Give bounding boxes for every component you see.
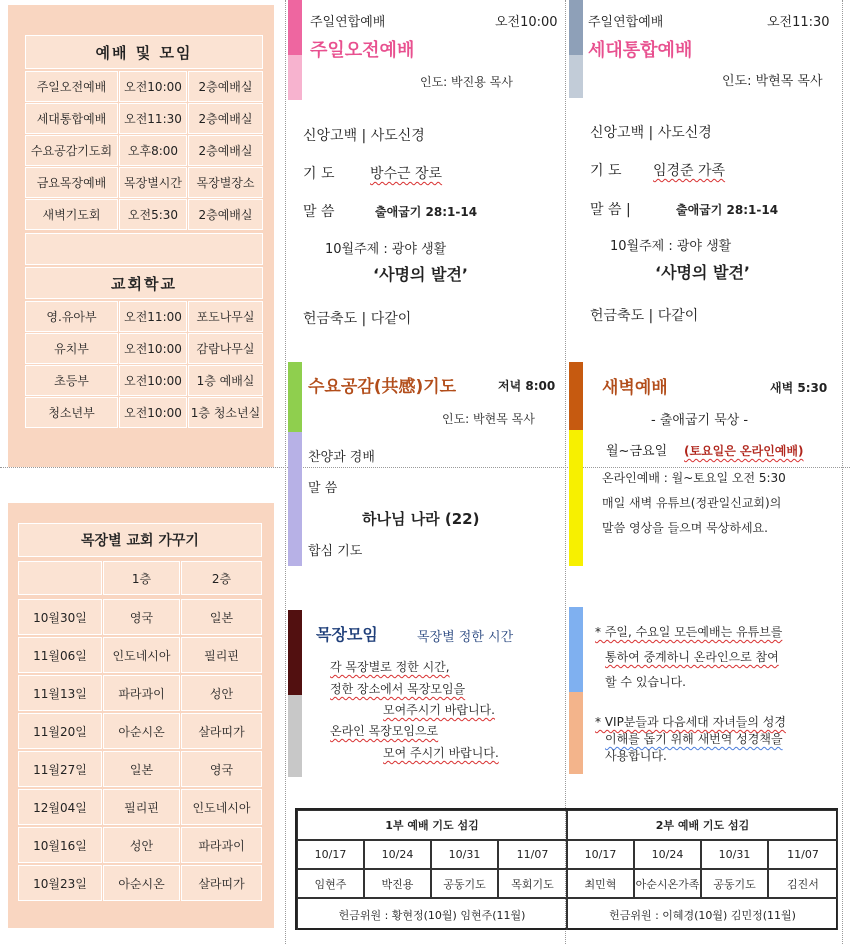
floor2-header: 2층 (181, 561, 262, 595)
maroon-bar (288, 610, 302, 695)
decoration-floor1: 인도네시아 (103, 637, 180, 673)
yellow-bar (569, 430, 583, 566)
prayer-name: 최민혁 (567, 869, 634, 898)
decoration-floor2: 영국 (181, 751, 262, 787)
cell-meeting-title: 목장모임 (316, 625, 378, 644)
wednesday-word-label: 말 씀 (308, 481, 338, 496)
schedule-place: 2층예배실 (188, 71, 263, 102)
green-bar (288, 362, 302, 432)
school-place: 1층 청소년실 (188, 397, 263, 428)
floor1-header: 1층 (103, 561, 180, 595)
schedule-time: 목장별시간 (119, 167, 187, 198)
guide-line (842, 0, 843, 944)
decoration-header: 목장별 교회 가꾸기 (18, 523, 262, 557)
gray-bar (288, 695, 302, 777)
notice-2-line-1: * VIP분들과 다음세대 자녀들의 성경 (595, 715, 786, 729)
wednesday-closing: 합심 기도 (308, 544, 363, 559)
decoration-blank-cell (18, 561, 102, 595)
notice-2-line-2: 이해를 돕기 위해 새번역 성경책을 (605, 732, 783, 746)
decoration-floor1: 성안 (103, 827, 180, 863)
decoration-floor1: 아순시온 (103, 713, 180, 749)
prayer-date: 11/07 (498, 840, 567, 869)
slate-bar-light (569, 55, 583, 98)
guide-line (285, 0, 286, 944)
slate-bar (569, 0, 583, 55)
sunday-am-offering: 헌금축도 | 다같이 (303, 311, 412, 327)
worship-schedule-panel (8, 5, 274, 467)
sunday-am-word: 출애굽기 28:1-14 (375, 205, 478, 219)
treasurer-1: 헌금위원 : 황현정(10월) 임현주(11월) (297, 898, 567, 930)
notice-1-line-1: * 주일, 수요일 모든예배는 유튜브를 (595, 625, 783, 639)
decoration-floor1: 필리핀 (103, 789, 180, 825)
sunday-am-prayer: 방수근 장로 (370, 166, 443, 182)
decoration-date: 10월30일 (18, 599, 102, 635)
notice-1-line-3: 할 수 있습니다. (605, 675, 686, 689)
wednesday-leader: 인도: 박현목 목사 (442, 412, 535, 426)
decoration-date: 11월13일 (18, 675, 102, 711)
prayer-name: 임현주 (297, 869, 364, 898)
part1-header: 1부 예배 기도 섬김 (297, 810, 567, 840)
sunday-am-label: 주일연합예배 (310, 15, 386, 30)
pink-bar (288, 0, 302, 55)
wednesday-time: 저녁 8:00 (498, 379, 556, 393)
sunday-gen-prayer-label: 기 도 (590, 163, 622, 179)
sunday-am-title: 주일오전예배 (310, 40, 415, 61)
prayer-name: 공동기도 (701, 869, 768, 898)
notice-1-line-2: 통하여 중계하니 온라인으로 참여 (605, 650, 779, 664)
decoration-date: 10월16일 (18, 827, 102, 863)
school-place: 감람나무실 (188, 333, 263, 364)
school-time: 오전10:00 (119, 397, 187, 428)
prayer-date: 10/17 (567, 840, 634, 869)
decoration-floor1: 아순시온 (103, 865, 180, 901)
sunday-am-sermon: ‘사명의 발견’ (373, 265, 469, 284)
sunday-gen-title: 세대통합예배 (588, 40, 693, 61)
schedule-place: 2층예배실 (188, 199, 263, 230)
dawn-days: 월~금요일 (606, 444, 668, 459)
decoration-date: 12월04일 (18, 789, 102, 825)
sunday-gen-prayer: 임경준 가족 (653, 163, 726, 179)
prayer-date: 11/07 (768, 840, 838, 869)
sunday-am-prayer-label: 기 도 (303, 166, 335, 182)
sunday-am-confession: 신앙고백 | 사도신경 (303, 128, 425, 144)
sunday-am-word-label: 말 씀 (303, 204, 335, 220)
treasurer-2: 헌금위원 : 이혜경(10월) 김민정(11월) (567, 898, 838, 930)
dawn-desc-2: 말씀 영상을 들으며 묵상하세요. (602, 521, 768, 535)
sunday-gen-sermon: ‘사명의 발견’ (655, 263, 751, 282)
cell-meeting-line-4: 온라인 목장모임으로 (330, 724, 439, 738)
school-time: 오전10:00 (119, 333, 187, 364)
cell-meeting-line-1: 각 목장별로 정한 시간, (330, 660, 450, 674)
guide-line (0, 467, 850, 468)
prayer-name: 목회기도 (498, 869, 567, 898)
school-time: 오전10:00 (119, 365, 187, 396)
school-name: 청소년부 (25, 397, 118, 428)
guide-line (565, 0, 566, 944)
sunday-gen-time: 오전11:30 (767, 15, 830, 30)
wednesday-praise: 찬양과 경배 (308, 450, 375, 465)
sunday-gen-word-label: 말 씀 | (590, 202, 631, 218)
decoration-floor1: 일본 (103, 751, 180, 787)
sunday-gen-confession: 신앙고백 | 사도신경 (590, 125, 712, 141)
sunday-gen-label: 주일연합예배 (588, 15, 664, 30)
peach-bar (569, 692, 583, 774)
wednesday-sermon: 하나님 나라 (22) (362, 510, 480, 528)
decoration-floor2: 인도네시아 (181, 789, 262, 825)
dawn-desc-1: 매일 새벽 유튜브(정관일신교회)의 (602, 496, 782, 510)
schedule-time: 오전11:30 (119, 103, 187, 134)
sunday-gen-offering: 헌금축도 | 다같이 (590, 308, 699, 324)
wednesday-title: 수요공감(共感)기도 (308, 377, 457, 397)
school-name: 영.유아부 (25, 301, 118, 332)
schedule-time: 오전10:00 (119, 71, 187, 102)
school-name: 초등부 (25, 365, 118, 396)
dawn-online: 온라인예배 : 월~토요일 오전 5:30 (602, 471, 786, 485)
blue-bar (569, 607, 583, 692)
sunday-am-leader: 인도: 박진용 목사 (420, 75, 513, 89)
decoration-date: 11월20일 (18, 713, 102, 749)
cell-meeting-line-5: 모여 주시기 바랍니다. (383, 746, 499, 760)
orange-bar (569, 362, 583, 430)
school-time: 오전11:00 (119, 301, 187, 332)
decoration-floor2: 파라과이 (181, 827, 262, 863)
schedule-place: 목장별장소 (188, 167, 263, 198)
school-header: 교회학교 (25, 267, 263, 299)
prayer-date: 10/31 (431, 840, 498, 869)
decoration-floor2: 성안 (181, 675, 262, 711)
spacer-row (25, 233, 263, 265)
prayer-service-table (295, 808, 838, 930)
prayer-date: 10/24 (634, 840, 701, 869)
decoration-floor2: 살라띠가 (181, 713, 262, 749)
sunday-am-time: 오전10:00 (495, 15, 558, 30)
schedule-place: 2층예배실 (188, 135, 263, 166)
sunday-am-theme: 10월주제 : 광야 생활 (325, 242, 447, 257)
prayer-date: 10/31 (701, 840, 768, 869)
dawn-days-note: (토요일은 온라인예배) (684, 444, 804, 458)
school-place: 1층 예배실 (188, 365, 263, 396)
pink-bar-light (288, 55, 302, 100)
cell-meeting-line-2: 정한 장소에서 목장모임을 (330, 682, 466, 696)
prayer-name: 아순시온가족 (634, 869, 701, 898)
schedule-name: 수요공감기도회 (25, 135, 118, 166)
decoration-floor1: 파라과이 (103, 675, 180, 711)
dawn-time: 새벽 5:30 (770, 381, 828, 395)
schedule-name: 금요목장예배 (25, 167, 118, 198)
decoration-floor2: 필리핀 (181, 637, 262, 673)
decoration-date: 11월27일 (18, 751, 102, 787)
schedule-name: 주일오전예배 (25, 71, 118, 102)
sunday-gen-leader: 인도: 박현목 목사 (722, 74, 823, 89)
schedule-time: 오후8:00 (119, 135, 187, 166)
notice-2-line-3: 사용합니다. (605, 749, 667, 763)
decoration-floor1: 영국 (103, 599, 180, 635)
decoration-floor2: 살라띠가 (181, 865, 262, 901)
prayer-name: 김진서 (768, 869, 838, 898)
schedule-name: 세대통합예배 (25, 103, 118, 134)
schedule-name: 새벽기도회 (25, 199, 118, 230)
lavender-bar (288, 432, 302, 566)
decoration-date: 11월06일 (18, 637, 102, 673)
dawn-subtitle: - 출애굽기 묵상 - (651, 413, 749, 428)
part2-header: 2부 예배 기도 섬김 (567, 810, 838, 840)
schedule-time: 오전5:30 (119, 199, 187, 230)
sunday-gen-word: 출애굽기 28:1-14 (676, 203, 779, 217)
prayer-name: 박진용 (364, 869, 431, 898)
schedule-header: 예배 및 모임 (25, 35, 263, 69)
cell-meeting-subtitle: 목장별 정한 시간 (417, 630, 514, 645)
decoration-date: 10월23일 (18, 865, 102, 901)
school-name: 유치부 (25, 333, 118, 364)
sunday-gen-theme: 10월주제 : 광야 생활 (610, 239, 732, 254)
schedule-place: 2층예배실 (188, 103, 263, 134)
prayer-date: 10/17 (297, 840, 364, 869)
decoration-panel (8, 503, 274, 928)
decoration-floor2: 일본 (181, 599, 262, 635)
prayer-date: 10/24 (364, 840, 431, 869)
school-place: 포도나무실 (188, 301, 263, 332)
cell-meeting-line-3: 모여주시기 바랍니다. (383, 703, 495, 717)
prayer-name: 공동기도 (431, 869, 498, 898)
dawn-title: 새벽예배 (602, 378, 668, 398)
